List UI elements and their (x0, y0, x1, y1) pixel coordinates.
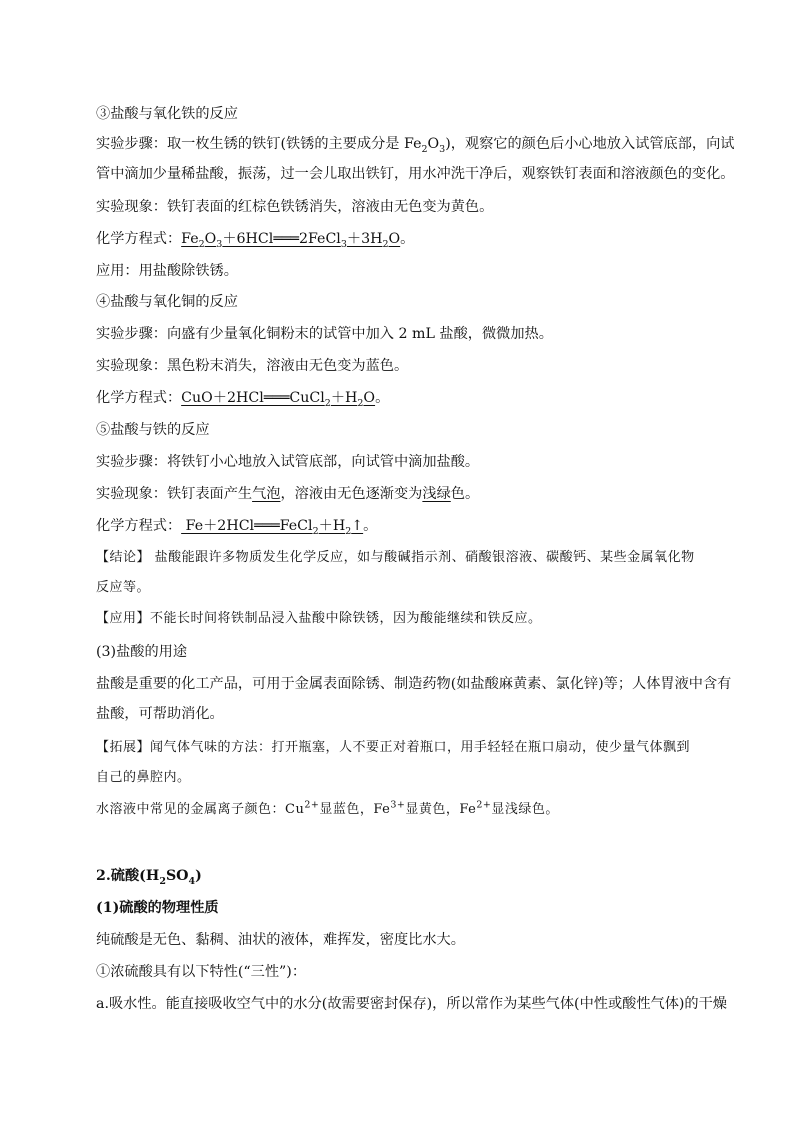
step-line-continued: 管中滴加少量稀盐酸，振荡，过一会儿取出铁钉，用水冲洗干净后，观察铁钉表面和溶液颜色的变化。 (96, 166, 735, 182)
paragraph-line: a.吸水性。能直接吸收空气中的水分(故需要密封保存)，所以常作为某些气体(中性或酸性气体)的干燥 (96, 996, 727, 1012)
extension-note-continued: 自己的鼻腔内。 (96, 770, 191, 785)
section-title: 2.硫酸$(H_2SO_4)$ (96, 868, 202, 887)
extension-note: 【拓展】闻气体气味的方法：打开瓶塞，人不要正对着瓶口，用手轻轻在瓶口扇动，使少量气体飘到 (96, 740, 691, 755)
step-line: 实验步骤：取一枚生锈的铁钉(铁锈的主要成分是 $Fe_2O_3$)，观察它的颜色后小心地放入试管底部，向试 (96, 136, 735, 155)
equation-label: 化学方程式： (96, 390, 182, 406)
chemical-equation: $CuO+2HCl═══CuCl_2+H_2O$ (181, 390, 376, 409)
conclusion-line-continued: 反应等。 (96, 580, 151, 595)
subsection-heading: (3)盐酸的用途 (96, 644, 188, 660)
application-note: 【应用】不能长时间将铁制品浸入盐酸中除铁锈，因为酸能继续和铁反应。 (96, 611, 542, 626)
step-label: 实验步骤： (96, 136, 167, 152)
paragraph-line: ①浓硫酸具有以下特性(“三性”)： (96, 964, 307, 980)
phenomenon-line: 实验现象：铁钉表面的红棕色铁锈消失，溶液由无色变为黄色。 (96, 199, 494, 215)
equation-label: 化学方程式： (96, 231, 182, 247)
paragraph-line-continued: 盐酸，可帮助消化。 (96, 706, 224, 722)
equation-line: 化学方程式：$Fe_2O_3+6HCl═══2FeCl_3+3H_2O$。 (96, 231, 415, 250)
paragraph-line: 盐酸是重要的化工产品，可用于金属表面除锈、制造药物(如盐酸麻黄素、氯化锌)等；人体胃液中含有 (96, 676, 732, 692)
section-heading: ④盐酸与氧化铜的反应 (96, 294, 238, 310)
ion-color-line: 水溶液中常见的金属离子颜色：$Cu^{2+}$显蓝色，$Fe^{3+}$显黄色，$Fe^{2+}$显浅绿色。 (96, 799, 559, 817)
conclusion-line: 【结论】 盐酸能跟许多物质发生化学反应，如与酸碱指示剂、硝酸银溶液、碳酸钙、某些金属氧化物 (96, 550, 695, 565)
chemical-equation: $Fe_2O_3+6HCl═══2FeCl_3+3H_2O$ (181, 231, 401, 250)
section-heading: ⑤盐酸与铁的反应 (96, 422, 210, 438)
subsection-heading: (1)硫酸的物理性质 (96, 900, 219, 916)
chemical-equation: $Fe+2HCl═══FeCl_2+H_2↑$ (181, 518, 364, 537)
phenomenon-line: 实验现象：黑色粉末消失，溶液由无色变为蓝色。 (96, 358, 409, 374)
phenomenon-label: 实验现象： (96, 358, 167, 374)
step-label: 实验步骤： (96, 326, 167, 342)
step-line: 实验步骤：向盛有少量氧化铜粉末的试管中加入 2 mL 盐酸，微微加热。 (96, 326, 553, 342)
application-line: 应用：用盐酸除铁锈。 (96, 263, 238, 279)
application-label: 应用： (96, 263, 139, 279)
phenomenon-line: 实验现象：铁钉表面产生气泡，溶液由无色逐渐变为浅绿色。 (96, 486, 480, 502)
paragraph-line: 纯硫酸是无色、黏稠、油状的液体，难挥发，密度比水大。 (96, 932, 465, 948)
equation-line: 化学方程式： $Fe+2HCl═══FeCl_2+H_2↑$。 (96, 518, 378, 537)
equation-line: 化学方程式：$CuO+2HCl═══CuCl_2+H_2O$。 (96, 390, 390, 409)
step-label: 实验步骤： (96, 454, 167, 470)
step-line: 实验步骤：将铁钉小心地放入试管底部，向试管中滴加盐酸。 (96, 454, 480, 470)
section-heading: ③盐酸与氧化铁的反应 (96, 106, 238, 122)
phenomenon-label: 实验现象： (96, 199, 167, 215)
phenomenon-label: 实验现象： (96, 486, 167, 502)
equation-label: 化学方程式： (96, 518, 182, 534)
